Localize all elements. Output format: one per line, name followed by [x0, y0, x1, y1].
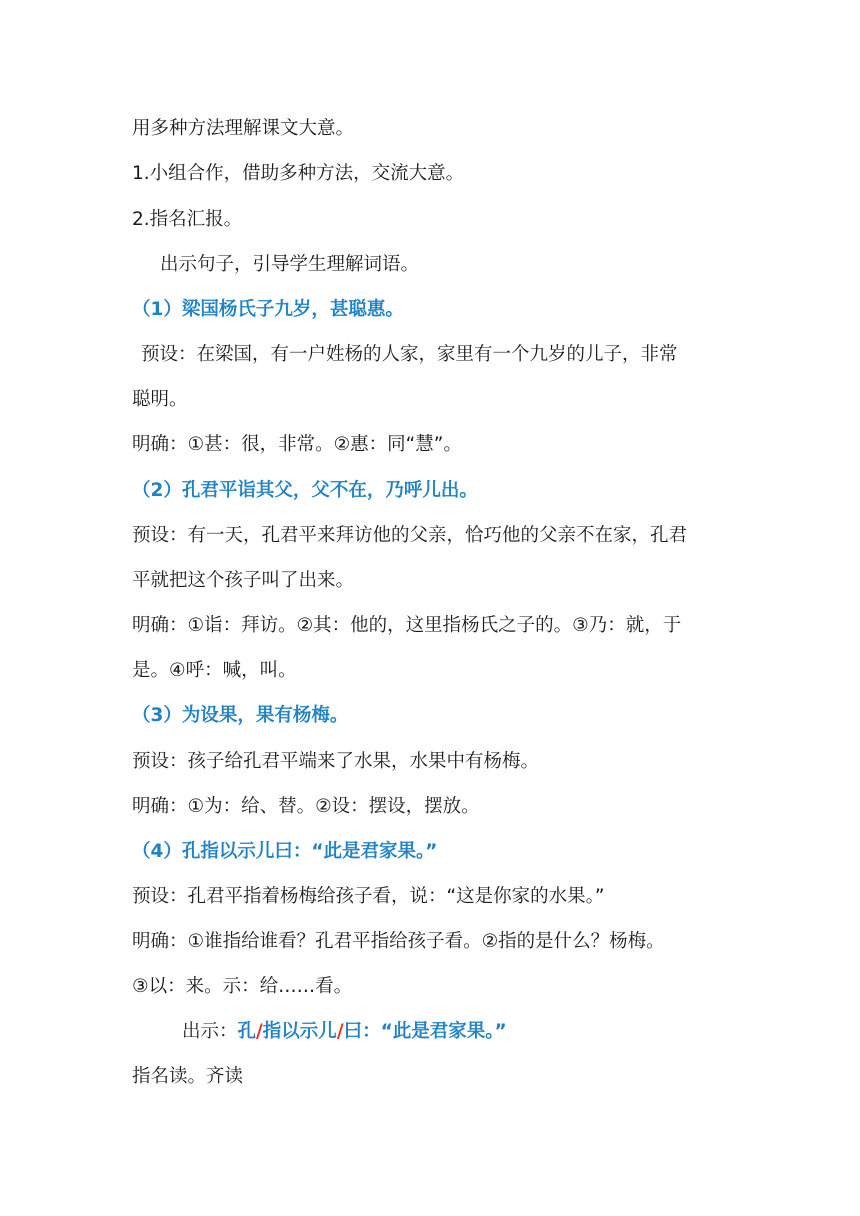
pause-slash-1: / — [256, 1021, 263, 1042]
sentence-2-clarify: 明确：①诣：拜访。②其：他的，这里指杨氏之子的。③乃：就，于 — [132, 615, 682, 636]
sentence-2-title: （2）孔君平诣其父，父不在，乃呼儿出。 — [132, 480, 478, 501]
intro-text: 用多种方法理解课文大意。 — [132, 118, 355, 139]
step-2: 2.指名汇报。 — [132, 209, 243, 230]
sentence-3-title: （3）为设果，果有杨梅。 — [132, 705, 349, 726]
sentence-1-title: （1）梁国杨氏子九岁，甚聪惠。 — [132, 299, 404, 320]
sentence-4-preset: 预设：孔君平指着杨梅给孩子看，说：“这是你家的水果。” — [132, 886, 605, 907]
sentence-4-clarify: 明确：①谁指给谁看？孔君平指给孩子看。②指的是什么？杨梅。 — [132, 931, 665, 952]
sentence-2-preset: 预设：有一天，孔君平来拜访他的父亲，恰巧他的父亲不在家，孔君 — [132, 525, 688, 546]
sentence-3-preset: 预设：孩子给孔君平端来了水果，水果中有杨梅。 — [132, 751, 540, 772]
reading-instruction: 指名读。齐读 — [132, 1066, 244, 1087]
sentence-4-clarify-cont: ③以：来。示：给……看。 — [132, 976, 353, 997]
sentence-4-title: （4）孔指以示儿曰：“此是君家果。” — [132, 841, 438, 862]
sentence-2-preset-cont: 平就把这个孩子叫了出来。 — [132, 570, 355, 591]
sentence-2-clarify-cont: 是。④呼：喊，叫。 — [132, 660, 297, 681]
pause-part-2: 指以示儿 — [262, 1021, 337, 1042]
sentence-1-clarify: 明确：①甚：很，非常。②惠：同“慧”。 — [132, 434, 462, 455]
show-sentence-instruction: 出示句子，引导学生理解词语。 — [160, 254, 420, 275]
step-1: 1.小组合作，借助多种方法，交流大意。 — [132, 163, 465, 184]
pause-slash-2: / — [336, 1021, 344, 1042]
sentence-1-preset: 预设：在梁国，有一户姓杨的人家，家里有一个九岁的儿子，非常 — [141, 344, 678, 365]
sentence-3-clarify: 明确：①为：给、替。②设：摆设，摆放。 — [132, 796, 480, 817]
show-reading-pause — [182, 1020, 792, 1044]
pause-part-1: 孔 — [237, 1021, 257, 1042]
sentence-1-preset-cont: 聪明。 — [132, 389, 188, 410]
pause-part-3: 曰：“此是君家果。” — [343, 1021, 507, 1042]
show-label: 出示： — [182, 1021, 238, 1042]
